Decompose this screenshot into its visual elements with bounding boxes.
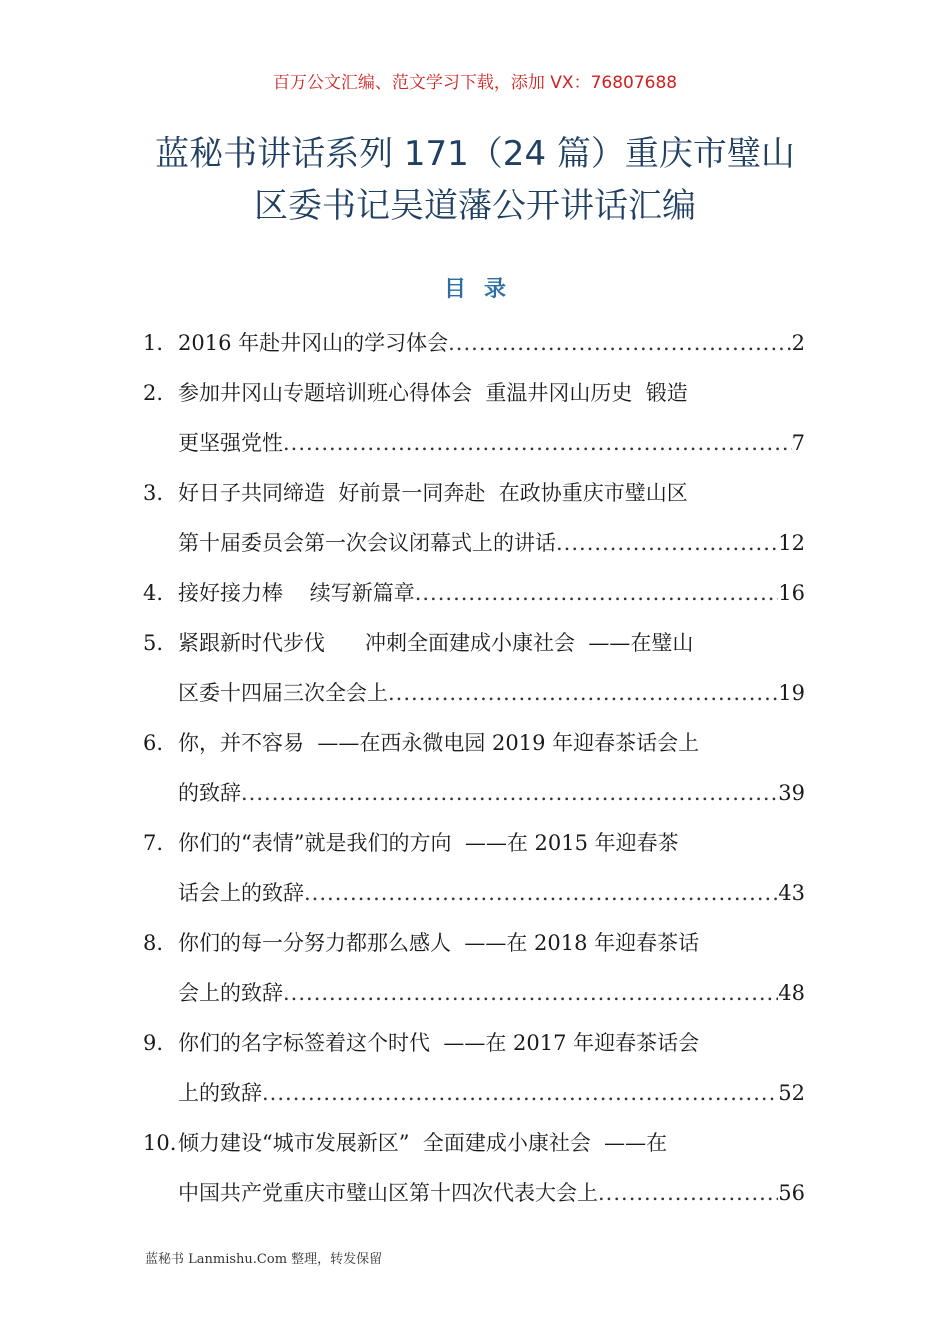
toc-leader-dots bbox=[241, 768, 778, 818]
toc-page-number: 7 bbox=[791, 431, 805, 455]
toc-entry-number: 6. bbox=[143, 731, 164, 755]
toc-entry[interactable] bbox=[143, 468, 805, 568]
header-banner: 百万公文汇编、范文学习下载，添加 VX：76807688 bbox=[272, 73, 678, 93]
title-line-2: 区委书记吴道藩公开讲话汇编 bbox=[254, 186, 696, 226]
toc-page-number: 43 bbox=[778, 881, 805, 905]
toc-entry[interactable] bbox=[143, 368, 805, 468]
toc-entry-title-line: 你们的“表情”就是我们的方向 ——在 2015 年迎春茶 bbox=[178, 831, 679, 855]
toc-leader-dots bbox=[598, 1168, 778, 1218]
toc-leader-dots bbox=[388, 668, 778, 718]
footer-note: 蓝秘书 Lanmishu.Com 整理，转发保留 bbox=[145, 1252, 383, 1267]
toc-entry[interactable] bbox=[143, 618, 805, 718]
toc-entry-title: 上的致辞 bbox=[178, 1081, 262, 1105]
toc-leader-dots bbox=[448, 318, 792, 368]
toc-entry[interactable] bbox=[143, 718, 805, 818]
toc-leader-dots bbox=[556, 518, 778, 568]
toc-entry-title-line: 你们的名字标签着这个时代 ——在 2017 年迎春茶话会 bbox=[178, 1031, 700, 1055]
toc-heading: 目录 bbox=[443, 277, 524, 302]
toc-leader-dots bbox=[262, 1068, 778, 1118]
document-title bbox=[120, 128, 830, 232]
toc-entry-title: 更坚强党性 bbox=[178, 431, 283, 455]
toc-entry-number: 9. bbox=[143, 1031, 164, 1055]
toc-leader-dots bbox=[283, 418, 792, 468]
toc-leader-dots bbox=[304, 868, 778, 918]
toc-entry-number: 4. bbox=[143, 581, 164, 605]
toc-entry-title-line: 你们的每一分努力都那么感人 ——在 2018 年迎春茶话 bbox=[178, 931, 700, 955]
toc-page-number: 39 bbox=[778, 781, 805, 805]
toc-entry-number: 7. bbox=[143, 831, 164, 855]
toc-entry-number: 1. bbox=[143, 331, 164, 355]
toc-leader-dots bbox=[415, 568, 779, 618]
toc-entry-number: 10. bbox=[143, 1131, 177, 1155]
toc-entry[interactable] bbox=[143, 918, 805, 1018]
toc-page-number: 52 bbox=[778, 1081, 805, 1105]
table-of-contents bbox=[143, 318, 805, 1218]
toc-page-number: 2 bbox=[791, 331, 805, 355]
toc-page-number: 16 bbox=[778, 581, 805, 605]
toc-entry-number: 8. bbox=[143, 931, 164, 955]
toc-entry-title: 2016 年赴井冈山的学习体会 bbox=[178, 331, 449, 355]
toc-entry-title: 的致辞 bbox=[178, 781, 241, 805]
toc-entry[interactable] bbox=[143, 568, 805, 618]
title-line-1: 蓝秘书讲话系列 171（24 篇）重庆市璧山 bbox=[155, 134, 795, 174]
toc-entry-title-line: 紧跟新时代步伐 冲刺全面建成小康社会 ——在璧山 bbox=[178, 631, 694, 655]
toc-entry-title: 话会上的致辞 bbox=[178, 881, 304, 905]
toc-page-number: 56 bbox=[778, 1181, 805, 1205]
toc-entry-title-line: 倾力建设“城市发展新区” 全面建成小康社会 ——在 bbox=[178, 1131, 668, 1155]
toc-entry[interactable] bbox=[143, 1118, 805, 1218]
toc-entry-number: 2. bbox=[143, 381, 164, 405]
toc-page-number: 19 bbox=[778, 681, 805, 705]
toc-entry-number: 3. bbox=[143, 481, 164, 505]
toc-page-number: 12 bbox=[778, 531, 805, 555]
toc-entry-title-line: 你，并不容易 ——在西永微电园 2019 年迎春茶话会上 bbox=[178, 731, 700, 755]
toc-entry-number: 5. bbox=[143, 631, 164, 655]
toc-leader-dots bbox=[283, 968, 778, 1018]
toc-entry-title: 区委十四届三次全会上 bbox=[178, 681, 388, 705]
toc-entry-title: 第十届委员会第一次会议闭幕式上的讲话 bbox=[178, 531, 556, 555]
toc-entry[interactable] bbox=[143, 1018, 805, 1118]
toc-entry-title-line: 好日子共同缔造 好前景一同奔赴 在政协重庆市璧山区 bbox=[178, 481, 688, 505]
toc-entry-title: 接好接力棒 续写新篇章 bbox=[178, 581, 415, 605]
toc-entry[interactable] bbox=[143, 318, 805, 368]
toc-page-number: 48 bbox=[778, 981, 805, 1005]
toc-entry-title: 中国共产党重庆市璧山区第十四次代表大会上 bbox=[178, 1181, 598, 1205]
toc-entry-title: 会上的致辞 bbox=[178, 981, 283, 1005]
toc-entry-title-line: 参加井冈山专题培训班心得体会 重温井冈山历史 锻造 bbox=[178, 381, 688, 405]
toc-entry[interactable] bbox=[143, 818, 805, 918]
